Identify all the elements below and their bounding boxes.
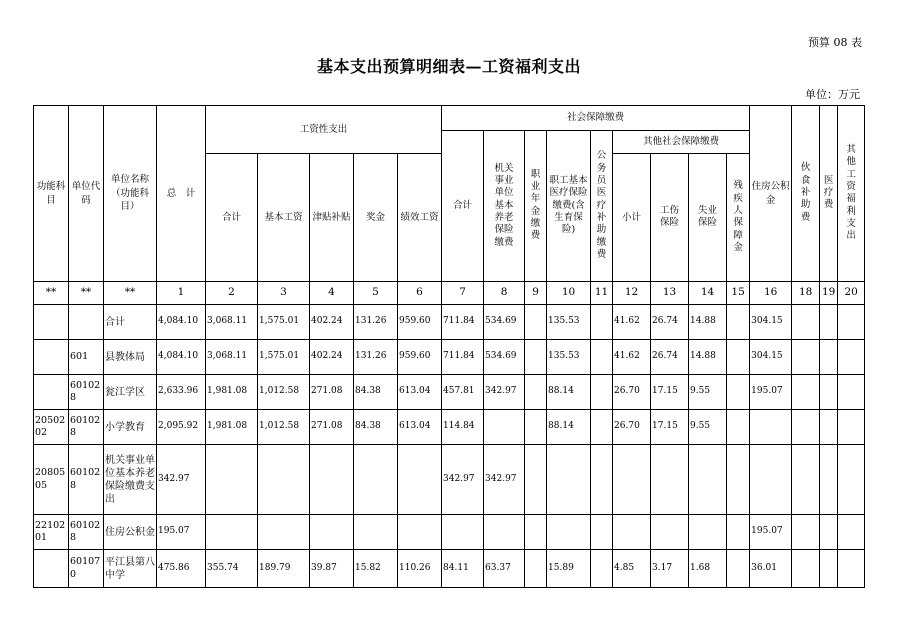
value-cell: 15.89: [547, 550, 591, 588]
value-cell: [354, 445, 398, 515]
header-unit-name: 单位名称（功能科目）: [104, 106, 157, 282]
func-code-cell: [34, 340, 69, 375]
unit-code-cell: 601028: [69, 410, 104, 445]
value-cell: [792, 340, 820, 375]
unit-name-cell: 县教体局: [104, 340, 157, 375]
value-cell: [206, 445, 258, 515]
value-cell: 959.60: [398, 340, 442, 375]
value-cell: 88.14: [547, 410, 591, 445]
value-cell: 26.74: [651, 305, 689, 340]
header-wage-subtotal: 合计: [206, 154, 258, 282]
value-cell: [591, 375, 613, 410]
column-index: 13: [651, 282, 689, 305]
value-cell: 2,095.92: [157, 410, 206, 445]
table-row: [34, 410, 865, 445]
header-annuity: 职业年金缴费: [530, 168, 541, 242]
value-cell: [792, 445, 820, 515]
value-cell: 1.68: [689, 550, 727, 588]
column-index: 11: [591, 282, 613, 305]
column-index: **: [69, 282, 104, 305]
value-cell: 342.97: [442, 445, 484, 515]
value-cell: 195.07: [750, 515, 792, 550]
unit-code-cell: 601028: [69, 515, 104, 550]
header-pension: 机关事业单位基本养老保险缴费: [494, 162, 514, 248]
value-cell: [792, 410, 820, 445]
value-cell: 4.85: [613, 550, 651, 588]
value-cell: 195.07: [750, 375, 792, 410]
value-cell: [547, 515, 591, 550]
value-cell: [689, 445, 727, 515]
value-cell: 304.15: [750, 305, 792, 340]
column-index: 14: [689, 282, 727, 305]
table-row: [34, 305, 865, 340]
value-cell: [310, 445, 354, 515]
value-cell: 1,575.01: [258, 340, 310, 375]
value-cell: 457.81: [442, 375, 484, 410]
unit-code-cell: 601028: [69, 375, 104, 410]
value-cell: [398, 445, 442, 515]
column-index: 18: [792, 282, 820, 305]
unit-name-cell: 机关事业单位基本养老保险缴费支出: [104, 445, 157, 515]
value-cell: 402.24: [310, 340, 354, 375]
value-cell: [838, 410, 865, 445]
column-index: 5: [354, 282, 398, 305]
value-cell: [525, 410, 547, 445]
value-cell: [547, 445, 591, 515]
header-injury: 工伤保险: [660, 204, 680, 229]
value-cell: 195.07: [157, 515, 206, 550]
header-bonus: 奖金: [354, 154, 398, 282]
value-cell: 26.70: [613, 410, 651, 445]
value-cell: 131.26: [354, 305, 398, 340]
value-cell: [258, 445, 310, 515]
table-row: [34, 340, 865, 375]
value-cell: [525, 445, 547, 515]
header-disabled: 残疾人保障金: [733, 180, 743, 253]
value-cell: [525, 375, 547, 410]
value-cell: [727, 515, 750, 550]
value-cell: [820, 550, 838, 588]
value-cell: 534.69: [484, 305, 525, 340]
value-cell: [442, 515, 484, 550]
value-cell: 36.01: [750, 550, 792, 588]
value-cell: 271.08: [310, 375, 354, 410]
value-cell: 3.17: [651, 550, 689, 588]
column-index: 8: [484, 282, 525, 305]
value-cell: [258, 515, 310, 550]
value-cell: [727, 375, 750, 410]
header-housing: 住房公积金: [750, 106, 792, 282]
value-cell: [750, 445, 792, 515]
value-cell: [484, 410, 525, 445]
value-cell: 475.86: [157, 550, 206, 588]
header-basic-wage: 基本工资: [258, 154, 310, 282]
value-cell: 63.37: [484, 550, 525, 588]
unit-code-cell: 601070: [69, 550, 104, 588]
value-cell: 2,633.96: [157, 375, 206, 410]
value-cell: 271.08: [310, 410, 354, 445]
value-cell: [310, 515, 354, 550]
budget-table: [33, 105, 865, 588]
value-cell: 9.55: [689, 410, 727, 445]
column-index: 20: [838, 282, 865, 305]
value-cell: 342.97: [484, 445, 525, 515]
value-cell: 17.15: [651, 375, 689, 410]
header-func: 功能科目: [34, 106, 69, 282]
func-code-cell: [34, 550, 69, 588]
value-cell: 3,068.11: [206, 305, 258, 340]
header-social-group: 社会保障缴费: [442, 106, 750, 131]
column-index: 19: [820, 282, 838, 305]
func-code-cell: 2210201: [34, 515, 69, 550]
value-cell: 342.97: [157, 445, 206, 515]
value-cell: 88.14: [547, 375, 591, 410]
value-cell: [792, 550, 820, 588]
value-cell: [792, 305, 820, 340]
value-cell: [750, 410, 792, 445]
document-title: 基本支出预算明细表—工资福利支出: [316, 57, 581, 76]
column-index: 1: [157, 282, 206, 305]
unit-name-cell: 合计: [104, 305, 157, 340]
value-cell: [820, 410, 838, 445]
table-header: [34, 106, 865, 282]
header-unit-code: 单位代码: [69, 106, 104, 282]
value-cell: [591, 515, 613, 550]
value-cell: [591, 340, 613, 375]
value-cell: 84.11: [442, 550, 484, 588]
value-cell: [820, 305, 838, 340]
value-cell: 1,012.58: [258, 410, 310, 445]
column-index: 9: [525, 282, 547, 305]
value-cell: [651, 445, 689, 515]
value-cell: 114.84: [442, 410, 484, 445]
value-cell: [727, 410, 750, 445]
value-cell: [727, 305, 750, 340]
value-cell: [838, 515, 865, 550]
value-cell: 711.84: [442, 340, 484, 375]
value-cell: 14.88: [689, 305, 727, 340]
value-cell: 41.62: [613, 340, 651, 375]
value-cell: [727, 550, 750, 588]
value-cell: 355.74: [206, 550, 258, 588]
column-index-row: [34, 282, 865, 305]
header-unemployment: 失业保险: [698, 204, 718, 229]
value-cell: [525, 340, 547, 375]
value-cell: 26.70: [613, 375, 651, 410]
value-cell: [820, 445, 838, 515]
value-cell: 402.24: [310, 305, 354, 340]
func-code-cell: [34, 375, 69, 410]
unit-code-cell: 601: [69, 340, 104, 375]
column-index: 12: [613, 282, 651, 305]
header-other-subtotal: 小计: [613, 154, 651, 282]
column-index: 2: [206, 282, 258, 305]
header-civil-medical: 公务员医疗补助缴费: [596, 150, 607, 260]
header-social-subtotal: 合计: [442, 131, 484, 282]
column-index: 6: [398, 282, 442, 305]
column-index: 16: [750, 282, 792, 305]
value-cell: 711.84: [442, 305, 484, 340]
table-row: [34, 445, 865, 515]
value-cell: 1,981.08: [206, 375, 258, 410]
header-other-social-group: 其他社会保障缴费: [613, 131, 750, 154]
value-cell: [838, 550, 865, 588]
value-cell: [651, 515, 689, 550]
value-cell: [206, 515, 258, 550]
value-cell: 534.69: [484, 340, 525, 375]
value-cell: [792, 375, 820, 410]
value-cell: 4,084.10: [157, 305, 206, 340]
value-cell: 135.53: [547, 305, 591, 340]
header-other-welfare: 其他工资福利支出: [846, 143, 856, 242]
unit-name-cell: 瓮江学区: [104, 375, 157, 410]
value-cell: [838, 445, 865, 515]
value-cell: 189.79: [258, 550, 310, 588]
column-index: 7: [442, 282, 484, 305]
value-cell: [591, 550, 613, 588]
value-cell: [689, 515, 727, 550]
value-cell: 17.15: [651, 410, 689, 445]
func-code-cell: [34, 305, 69, 340]
unit-label: 单位：万元: [805, 88, 860, 101]
table-code: 预算 08 表: [808, 36, 862, 49]
unit-name-cell: 住房公积金: [104, 515, 157, 550]
header-medical-fee: 医疗费: [823, 174, 834, 211]
value-cell: 15.82: [354, 550, 398, 588]
header-total: 总 计: [157, 106, 206, 282]
value-cell: [820, 340, 838, 375]
column-index: 3: [258, 282, 310, 305]
column-index: 15: [727, 282, 750, 305]
value-cell: [613, 445, 651, 515]
value-cell: [525, 305, 547, 340]
column-index: **: [104, 282, 157, 305]
value-cell: [820, 375, 838, 410]
unit-code-cell: [69, 305, 104, 340]
value-cell: 135.53: [547, 340, 591, 375]
value-cell: [727, 445, 750, 515]
value-cell: 613.04: [398, 375, 442, 410]
value-cell: 1,981.08: [206, 410, 258, 445]
table-row: [34, 375, 865, 410]
value-cell: 84.38: [354, 375, 398, 410]
value-cell: [525, 515, 547, 550]
value-cell: 959.60: [398, 305, 442, 340]
value-cell: [591, 410, 613, 445]
value-cell: 41.62: [613, 305, 651, 340]
value-cell: [792, 515, 820, 550]
value-cell: 39.87: [310, 550, 354, 588]
header-meal: 伙食补助费: [800, 162, 811, 223]
value-cell: [820, 515, 838, 550]
unit-code-cell: 601028: [69, 445, 104, 515]
value-cell: [484, 515, 525, 550]
value-cell: 9.55: [689, 375, 727, 410]
header-allowance: 津贴补贴: [312, 211, 351, 223]
value-cell: 342.97: [484, 375, 525, 410]
value-cell: [525, 550, 547, 588]
func-code-cell: 2050202: [34, 410, 69, 445]
unit-name-cell: 小学教育: [104, 410, 157, 445]
table-row: [34, 550, 865, 588]
value-cell: 3,068.11: [206, 340, 258, 375]
value-cell: 4,084.10: [157, 340, 206, 375]
column-index: **: [34, 282, 69, 305]
value-cell: [838, 340, 865, 375]
value-cell: [838, 375, 865, 410]
value-cell: 304.15: [750, 340, 792, 375]
column-index: 4: [310, 282, 354, 305]
value-cell: 14.88: [689, 340, 727, 375]
value-cell: 110.26: [398, 550, 442, 588]
value-cell: [727, 340, 750, 375]
value-cell: [838, 305, 865, 340]
table-body: [34, 282, 865, 588]
value-cell: [613, 515, 651, 550]
column-index: 10: [547, 282, 591, 305]
value-cell: 131.26: [354, 340, 398, 375]
header-wage-group: 工资性支出: [206, 106, 442, 154]
value-cell: [398, 515, 442, 550]
value-cell: 26.74: [651, 340, 689, 375]
value-cell: [591, 305, 613, 340]
unit-name-cell: 平江县第八中学: [104, 550, 157, 588]
table-row: [34, 515, 865, 550]
value-cell: 84.38: [354, 410, 398, 445]
value-cell: [591, 445, 613, 515]
value-cell: 1,012.58: [258, 375, 310, 410]
value-cell: 1,575.01: [258, 305, 310, 340]
header-medical: 职工基本医疗保险缴费(含生育保险): [549, 174, 588, 236]
value-cell: [354, 515, 398, 550]
func-code-cell: 2080505: [34, 445, 69, 515]
value-cell: 613.04: [398, 410, 442, 445]
header-performance: 绩效工资: [400, 211, 439, 223]
